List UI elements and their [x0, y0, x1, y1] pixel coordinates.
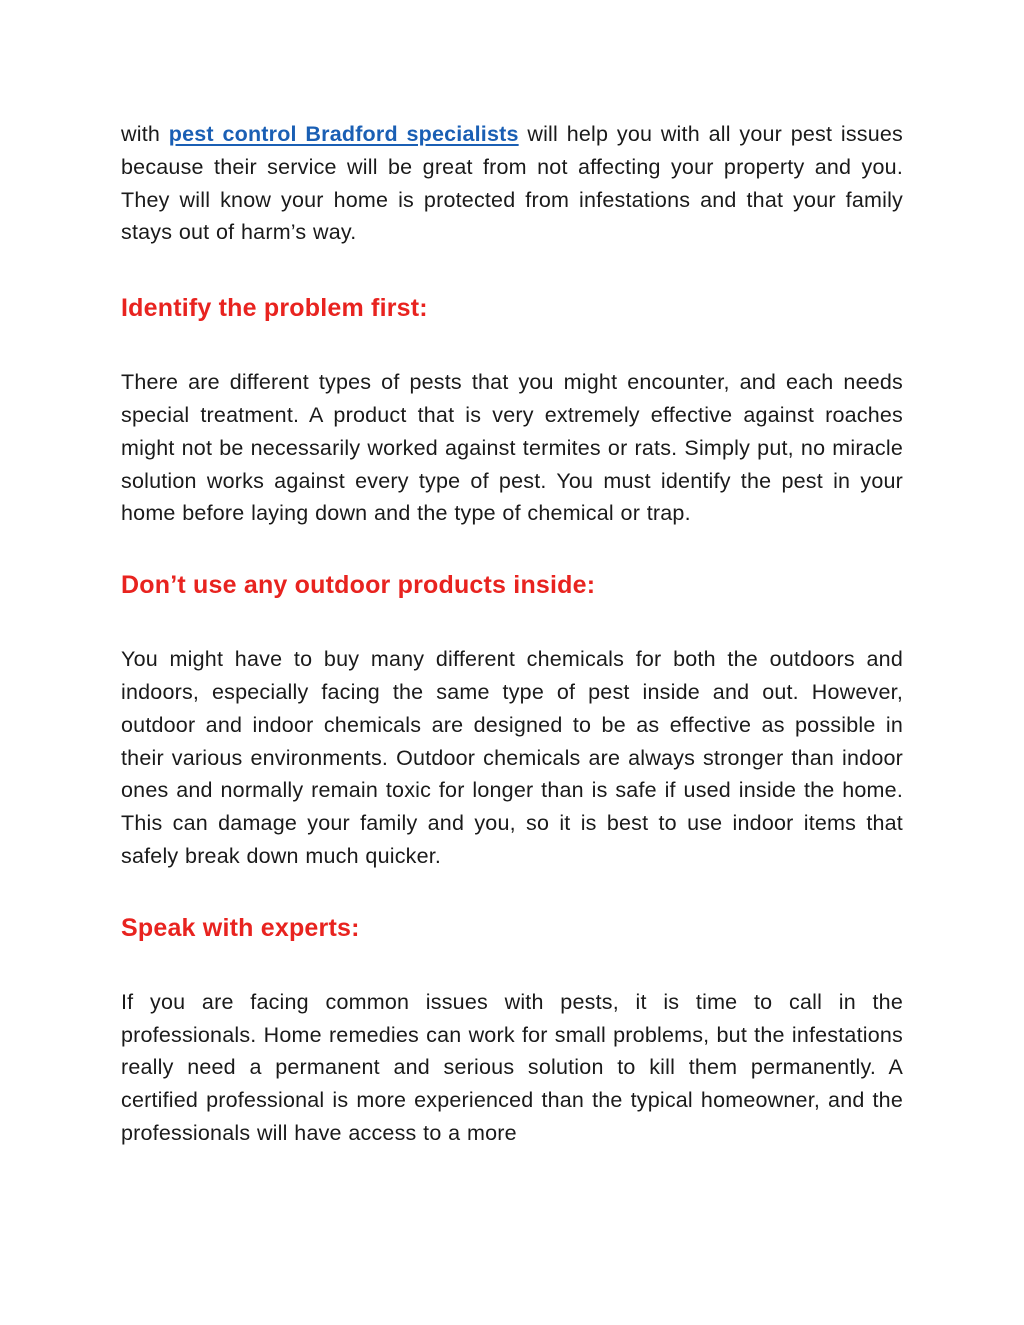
section-heading-identify: Identify the problem first: [121, 294, 428, 323]
intro-paragraph [121, 118, 903, 249]
section-heading-experts: Speak with experts: [121, 913, 360, 942]
section-body-experts: If you are facing common issues with pests, it is time to call in the professionals. Home remedies can work for small problems, but the infestations really need a permanent and serious solution to kill them permanently. A certified professional is more experienced than the typical homeowner, and the professionals will have access to a more [121, 989, 903, 1145]
section-heading-outdoor-products: Don’t use any outdoor products inside: [121, 571, 596, 600]
section-body-outdoor-products: You might have to buy many different chemicals for both the outdoors and indoors, especially facing the same type of pest inside and out. However, outdoor and indoor chemicals are designed to be as effective as possible in their various environments. Outdoor chemicals are always stronger than indoor ones and normally remain toxic for longer than is safe if used inside the home. This can damage your family and you, so it is best to use indoor items that safely break down much quicker. [121, 647, 903, 868]
section-body-identify: There are different types of pests that you might encounter, and each needs special treatment. A product that is very extremely effective against roaches might not be necessarily worked against termites or rats. Simply put, no miracle solution works against every type of pest. You must identify the pest in your home before laying down and the type of chemical or trap. [121, 370, 903, 526]
pest-control-link[interactable]: pest control Bradford specialists [168, 122, 519, 146]
document-page [121, 118, 903, 1150]
intro-text-before-link: with [121, 122, 169, 146]
intro-text-after-link: will help you with all your pest issues because their service will be great from not affecting your property and you. They will know your home is protected from infestations and that your family stays out of harm’s way. [121, 122, 903, 245]
